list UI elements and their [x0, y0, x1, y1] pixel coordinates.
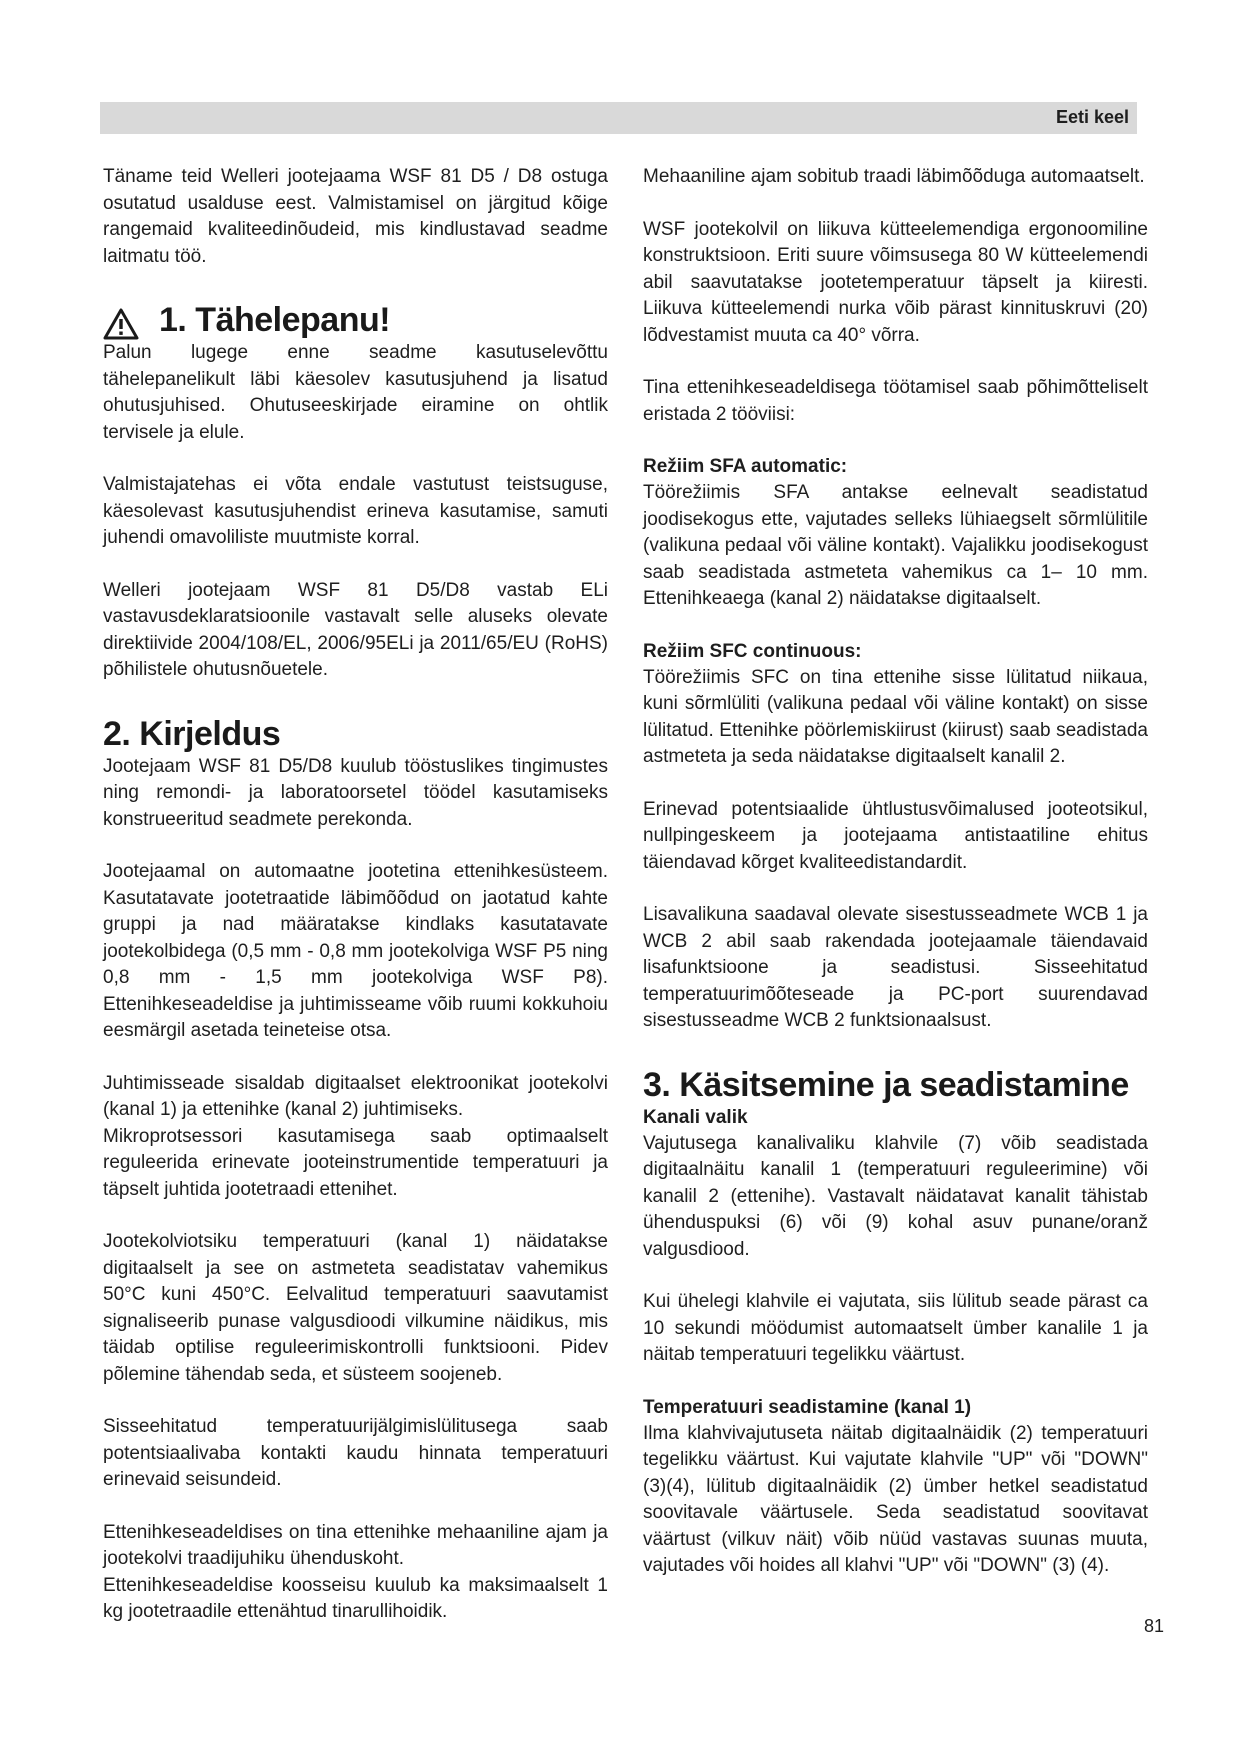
left-column — [103, 164, 608, 1626]
s2-paragraph-4: Mikroprotsessori kasutamisega saab optimaalselt reguleerida erinevate jooteinstrumentide temperatuuri ja täpselt juhtida jootetraadi ettenihet. — [103, 1125, 608, 1200]
r-paragraph-4: Erinevad potentsiaalide ühtlustusvõimalused jooteotsikul, nullpingeskeem ja jootejaama antistaatiline ehitus täiendavad kõrget kvaliteedistandardit. — [643, 798, 1148, 873]
warning-triangle-icon — [103, 308, 139, 340]
s1-paragraph-3: Welleri jootejaam WSF 81 D5/D8 vastab ELi vastavusdeklaratsioonile vastavalt selle aluseks olevate direktiivide 2004/108/EL, 2006/95ELi ja 2011/65/EU (RoHS) põhilistele ohutusnõuetele. — [103, 579, 608, 680]
page-number: 81 — [1144, 1616, 1165, 1636]
s2-paragraph-1: Jootejaam WSF 81 D5/D8 kuulub tööstuslikes tingimustes ning remondi- ja laboratoorsetel töödel kasutamiseks konstrueeritud seadmete perekonda. — [103, 755, 608, 830]
r-paragraph-5: Lisavalikuna saadaval olevate sisestusseadmete WCB 1 ja WCB 2 abil saab rakendada jootejaamale täiendavaid lisafunktsioone ja seadistusi. Sisseehitatud temperatuurimõõteseade ja PC-port suurendavad sisestusseadme WCB 2 funktsionaalsust. — [643, 904, 1148, 1031]
temp-subheading: Temperatuuri seadistamine (kanal 1) — [643, 1396, 972, 1418]
kanali-paragraph-1: Vajutusega kanalivaliku klahvile (7) võib seadistada digitaalnäitu kanalil 1 (temperatuuri reguleerimine) või kanalil 2 (ettenihe). Vastavalt näidatavat kanalit tähistab ühenduspuksi (6) või (9) kohal asuv punane/oranž valgusdiood. — [643, 1132, 1148, 1260]
right-column — [643, 164, 1148, 1580]
s2-paragraph-8: Ettenihkeseadeldise koosseisu kuulub ka maksimaalselt 1 kg jootetraadile ettenähtud tinarullihoidik. — [103, 1574, 608, 1622]
sfc-paragraph: Töörežiimis SFC on tina ettenihe sisse lülitatud niikaua, kuni sõrmlüliti (valikuna pedaal või väline kontakt) on sisse lülitatud. Ettenihke pöörlemiskiirust (kiirust) saab seadistada astmeteta ja seda näidatakse digitaalselt kanalil 2. — [643, 666, 1148, 767]
s2-paragraph-2: Jootejaamal on automaatne jootetina ettenihkesüsteem. Kasutatavate jootetraatide läbimõõdud on jaotatud kahte gruppi ja nad määratakse kindlaks kasutatavate jootekolbidega (0,5 mm - 0,8 mm jootekolviga WSF P5 ning 0,8 mm - 1,5 mm jootekolviga WSF P8). Ettenihkeseadeldise ja juhtimisseame võib ruumi kokkuhoiu eesmärgil asetada teineteise otsa. — [103, 861, 608, 1041]
s1-paragraph-2: Valmistajatehas ei võta endale vastutust teistsuguse, käesolevast kasutusjuhendist erineva kasutamise, samuti juhendi omavoliliste muutmiste korral. — [103, 474, 608, 548]
section-2-title: 2. Kirjeldus — [103, 714, 281, 753]
s2-paragraph-6: Sisseehitatud temperatuurijälgimislülitusega saab potentsiaalivaba kontakti kaudu hinnata temperatuuri erinevaid seisundeid. — [103, 1416, 608, 1490]
r-paragraph-1: Mehaaniline ajam sobitub traadi läbimõõduga automaatselt. — [643, 166, 1145, 187]
kanali-paragraph-2: Kui ühelegi klahvile ei vajutata, siis lülitub seade pärast ca 10 sekundi möödumist automaatselt ümber kanalile 1 ja näitab temperatuuri tegelikku väärtust. — [643, 1291, 1148, 1365]
sfa-subheading: Režiim SFA automatic: — [643, 456, 848, 477]
s1-paragraph-1: Palun lugege enne seadme kasutuselevõttu tähelepanelikult läbi käesolev kasutusjuhend ja lisatud ohutusjuhised. Ohutuseeskirjade eiramine on ohtlik tervisele ja elule. — [103, 342, 608, 443]
s2-paragraph-3: Juhtimisseade sisaldab digitaalset elektroonikat jootekolvi (kanal 1) ja ettenihke (kanal 2) juhtimiseks. — [103, 1072, 608, 1120]
r-paragraph-2: WSF jootekolvil on liikuva kütteelemendiga ergonoomiline konstruktsioon. Eriti suure võimsusega 80 W kütteelemendi abil saavutatakse jootetemperatuur täpselt ja kiiresti. Liikuva kütteelemendi nurka võib pärast kinnituskruvi (20) lõdvestamist muuta ca 40° võrra. — [643, 218, 1148, 346]
header-bar — [100, 102, 1137, 134]
section-1-heading — [103, 300, 608, 340]
intro-paragraph: Täname teid Welleri jootejaama WSF 81 D5 / D8 ostuga osutatud usalduse eest. Valmistamisel on järgitud kõige rangemaid kvaliteedinõudeid, mis kindlustavad seadme laitmatu töö. — [103, 166, 608, 267]
language-label: Eeti keel — [1055, 107, 1129, 127]
sfa-paragraph: Töörežiimis SFA antakse eelnevalt seadistatud joodisekogus ette, vajutades selleks lühiaegselt sõrmlülitile (valikuna pedaal või väline kontakt). Vajalikku joodisekogust saab seadistada astmeteta vahemikus ca 1– 10 mm. Ettenihkeaega (kanal 2) näidatakse digitaalselt. — [643, 482, 1148, 609]
section-1-title: 1. Tähelepanu! — [159, 301, 391, 339]
kanali-subheading: Kanali valik — [643, 1106, 748, 1128]
s2-paragraph-7: Ettenihkeseadeldises on tina ettenihke mehaaniline ajam ja jootekolvi traadijuhiku ühenduskoht. — [103, 1521, 608, 1569]
s2-paragraph-5: Jootekolviotsiku temperatuuri (kanal 1) näidatakse digitaalselt ja see on astmeteta seadistatav vahemikus 50°C kuni 450°C. Eelvalitud temperatuuri saavutamist signaliseerib punase valgusdioodi vilkumine näidikus, mis täidab optilise reguleerimiskontrolli funktsiooni. Pidev põlemine tähendab seda, et süsteem soojeneb. — [103, 1231, 608, 1385]
section-3-title: 3. Käsitsemine ja seadistamine — [643, 1065, 1129, 1104]
sfc-subheading: Režiim SFC continuous: — [643, 640, 862, 662]
r-paragraph-3: Tina ettenihkeseadeldisega töötamisel saab põhimõtteliselt eristada 2 tööviisi: — [643, 377, 1148, 425]
temp-paragraph: Ilma klahvivajutuseta näitab digitaalnäidik (2) temperatuuri tegelikku väärtust. Kui vajutate klahvile "UP" või "DOWN" (3)(4), lülitub digitaalnäidik (2) ümber hetkel seadistatud soovitavale väärtusele. Seda seadistatud soovitavat väärtust (vilkuv näit) võib nüüd vastavas suunas muuta, vajutades või hoides all klahvi "UP" või "DOWN" (3) (4). — [643, 1422, 1148, 1576]
